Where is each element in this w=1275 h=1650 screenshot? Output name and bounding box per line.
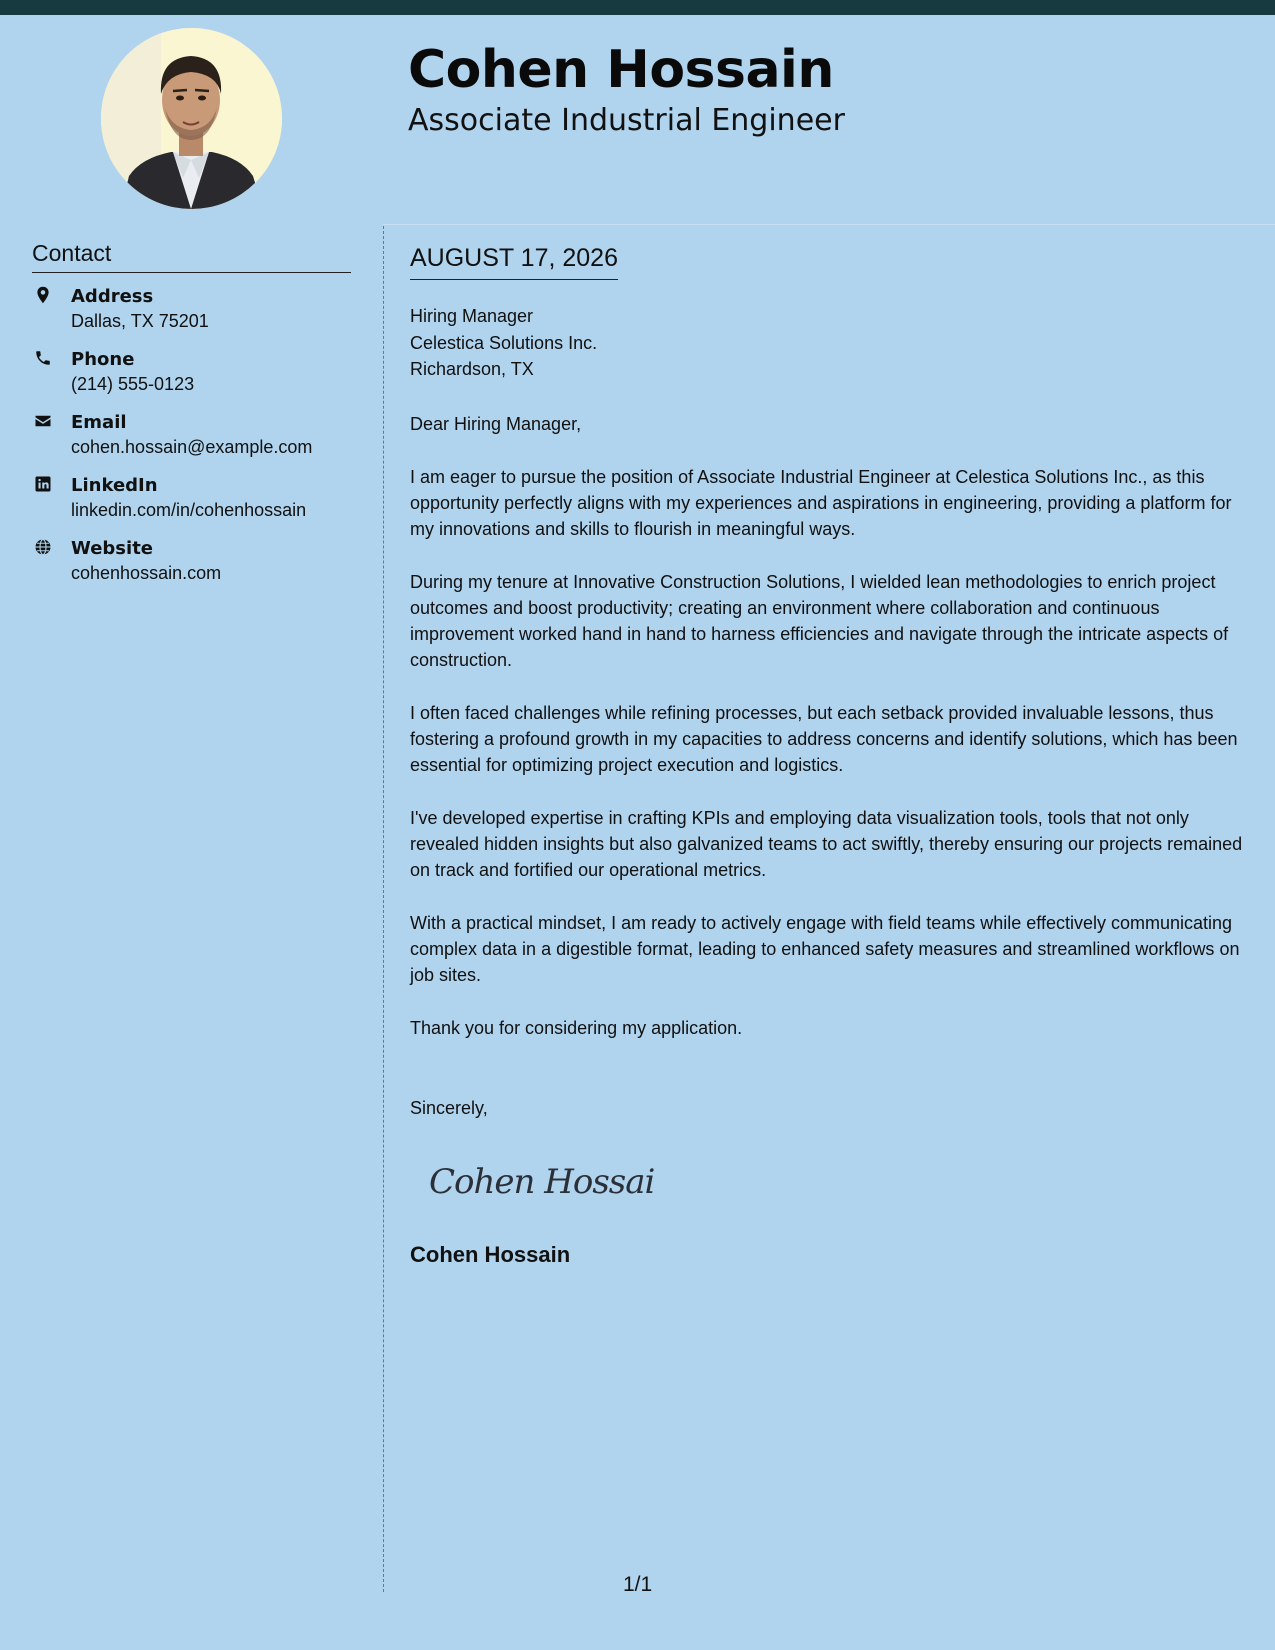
contact-item-phone (32, 346, 362, 409)
recipient-line: Celestica Solutions Inc. (410, 332, 598, 353)
contact-item-email (32, 409, 362, 472)
sign-off: Sincerely, (410, 1098, 488, 1118)
page-number: 1/1 (623, 1573, 653, 1596)
svg-text:Cohen Hossain: Cohen Hossain (429, 1162, 655, 1202)
letter-date: AUGUST 17, 2026 (410, 244, 618, 280)
contact-value[interactable]: cohen.hossain@example.com (71, 437, 313, 457)
contact-value[interactable]: cohenhossain.com (71, 563, 222, 583)
letter-body (410, 411, 1255, 1068)
letter-paragraph: I often faced challenges while refining processes, but each setback provided invaluable lessons, thus fostering a profound growth in my capacities to address concerns and identify solutions, which has been essential for optimizing project execution and logistics. (410, 703, 1238, 775)
linkedin-icon (34, 475, 52, 493)
contact-list (32, 283, 362, 598)
closing-line: Thank you for considering my application. (410, 1018, 743, 1038)
letter-paragraph: I am eager to pursue the position of Associate Industrial Engineer at Celestica Solutions Inc., as this opportunity perfectly aligns with my experiences and aspirations in engineering, providing a platform for my innovations and skills to flourish in meaningful ways. (410, 467, 1232, 539)
handwritten-signature (425, 1155, 655, 1210)
contact-value: (214) 555-0123 (71, 374, 195, 394)
contact-label: Website (71, 538, 154, 559)
contact-label: Email (71, 412, 127, 433)
job-title: Associate Industrial Engineer (408, 103, 845, 138)
column-divider (383, 226, 384, 1592)
globe-icon (34, 538, 52, 556)
candidate-name: Cohen Hossain (408, 40, 834, 100)
contact-label: Phone (71, 349, 135, 370)
phone-icon (34, 349, 52, 367)
map-pin-icon (34, 286, 52, 304)
envelope-icon (34, 412, 52, 430)
salutation: Dear Hiring Manager, (410, 414, 582, 434)
recipient-line: Hiring Manager (410, 306, 534, 326)
contact-item-address (32, 283, 362, 346)
header-rule (383, 224, 1275, 225)
signer-name: Cohen Hossain (410, 1242, 571, 1267)
letter-paragraph: During my tenure at Innovative Construction Solutions, I wielded lean methodologies to enrich project outcomes and boost productivity; creating an environment where collaboration and continuous improvement worked hand in hand to harness efficiencies and navigate through the intricate aspects of construction. (410, 572, 1229, 670)
contact-item-website (32, 535, 362, 598)
profile-photo (101, 28, 282, 209)
letter-paragraph: With a practical mindset, I am ready to actively engage with field teams while effectively communicating complex data in a digestible format, leading to enhanced safety measures and streamlined workflows on job sites. (410, 913, 1240, 985)
contact-item-linkedin (32, 472, 362, 535)
letter-paragraph: I've developed expertise in crafting KPIs and employing data visualization tools, tools that not only revealed hidden insights but also galvanized teams to act swiftly, thereby ensuring our projects remained on track and fortified our operational metrics. (410, 808, 1243, 880)
contact-value: Dallas, TX 75201 (71, 311, 209, 331)
recipient-line: Richardson, TX (410, 359, 534, 379)
contact-label: Address (71, 286, 154, 307)
top-bar (0, 0, 1275, 15)
contact-label: LinkedIn (71, 475, 158, 496)
recipient-block (410, 303, 597, 383)
contact-heading: Contact (32, 240, 351, 273)
contact-value[interactable]: linkedin.com/in/cohenhossain (71, 500, 307, 520)
